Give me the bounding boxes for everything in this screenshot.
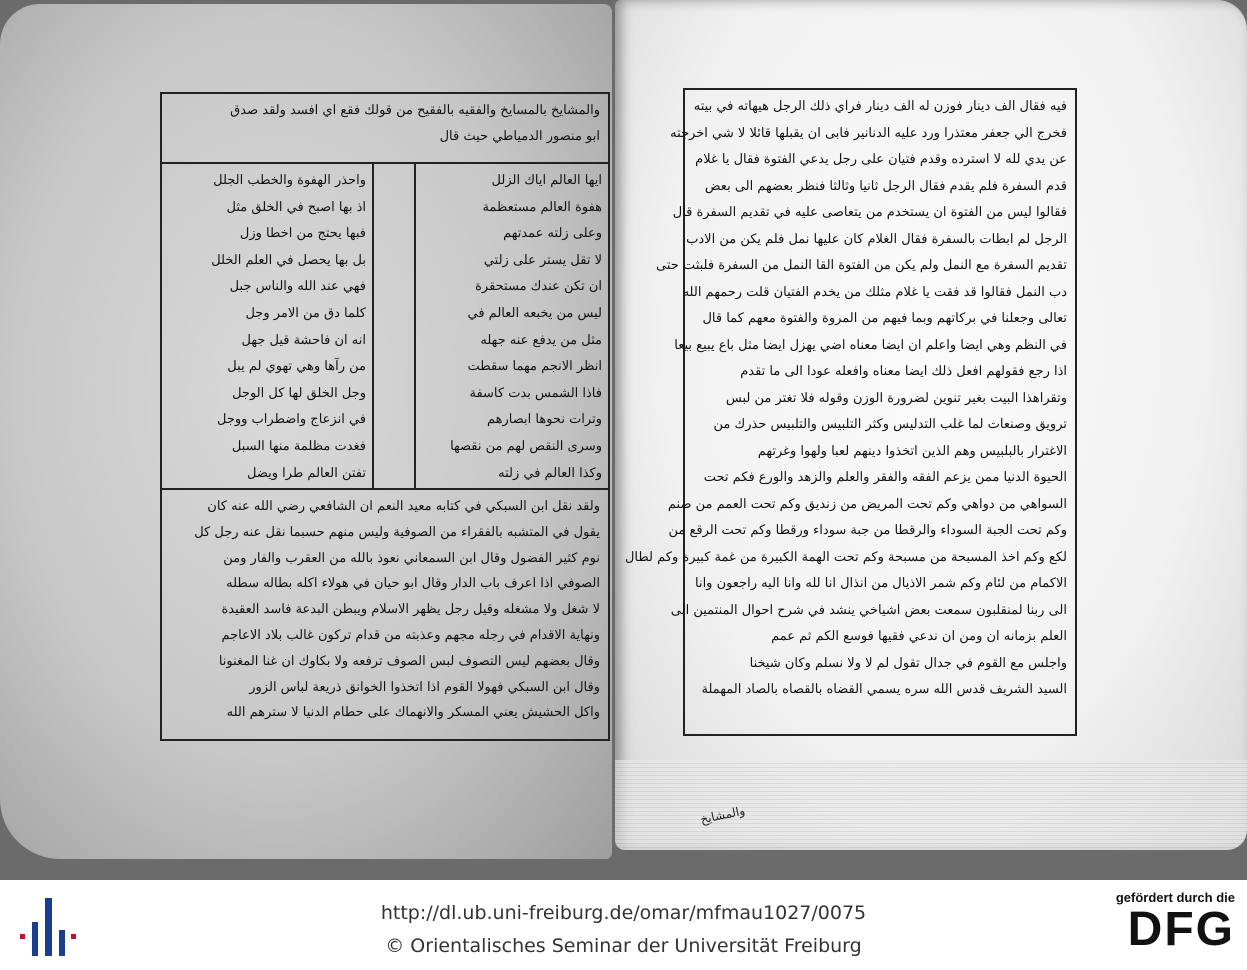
poem-left-column: واحذر الهفوة والخطب الجلل اذ بها اصبح في الخلق مثل فبها يحتج من اخطا وزل بل بها يحصل في العلم الخلل فهي عند الله والناس جبل كلما دق من الامر وجل انه ان فاحشة قيل جهل من رآها وهي تهوي لم يبل وجل الخلق لها كل الوجل في انزعاج واضطراب ووجل فغدت مظلمة منها السبل تفتن العالم طرا ويضل <box>211 173 366 481</box>
dfg-logo-text: DFG <box>1127 903 1235 956</box>
poem-table <box>162 164 608 490</box>
left-header-text: والمشايخ بالمسايخ والفقيه بالفقيح من قولك فقع اي افسد ولقد صدق ابو منصور الدمياطي حيث قال <box>162 94 608 164</box>
poem-right-column: ايها العالم اياك الزلل هفوة العالم مستعظمة وعلى زلته عمدتهم لا تقل يستر على زلتي ان تكن عندك مستحقرة ليس من يخبعه العالم في مثل من يدفع عنه جهله انظر الانجم مهما سقطت فاذا الشمس بدت كاسفة وترات نحوها ابصارهم وسرى النقص لهم من نقصها وكذا العالم في زلته <box>450 173 602 481</box>
left-prose-text: ولقد نقل ابن السبكي في كتابه معيد النعم ان الشافعي رضي الله عنه كان يقول في المتشبه بالفقراء من الصوفية وليس منهم حسبما نقل عنه رجل كل نوم كثير الفضول وقال ابن السمعاني نعوذ بالله من العقرب والفار ومن الصوفي اذا اعرف باب الدار وقال ابو حيان في هولاء اكله بطاله سطله لا شغل ولا مشغله وقيل رجل يظهر الاسلام ويبطن البدعة فاسد العقيدة ونهاية الاقدام في رجله مجهم وعذبته من قدام تركون غالب بلاد الاعاجم وقال بعضهم ليس التصوف لبس الصوف ترفعه ولا بكاوك ان غنا المغنونا وقال ابن السبكي فهولا القوم اذا اتخذوا الخوانق ذريعة لباس الزور واكل الحشيش يعني المسكر والانهماك على حطام الدنيا لا سترهم الله <box>194 499 600 721</box>
dfg-logo <box>1100 890 1235 960</box>
page-edges <box>615 760 1247 850</box>
funding-text: gefördert durch die <box>1115 890 1235 905</box>
right-text-block: فيه فقال الف دينار فوزن له الف دينار فراي ذلك الرجل هيهاته في بيته فخرج الي جعفر معتذرا ورد عليه الدنانير فابى ان يقبلها قائلا لا شي اخرجته عن يدي لله لا استرده وقدم فتيان على رجل يدعي الفتوة فقال يا غلام قدم السفرة فلم يقدم فقال الرجل ثانيا وثالثا فنظر بعضهم الى بعض فقالوا ليس من الفتوة ان يستخدم من يتعاصى عليه في تقديم السفرة قال الرجل لم ابطات بالسفرة فقال الغلام كان عليها نمل فلم يكن من الادب تقديم السفرة مع النمل ولم يكن من الفتوة القا النمل من السفرة فلبثت حتى دب النمل فقالوا قد فقت يا غلام مثلك من يخدم الفتيان قلت رحمهم الله تعالى وجعلنا في بركاتهم وبما فيهم من المروة والفتوة معهم كما قال في النظم وهي ايضا واعلم ان ايضا معناه اضي يهزل ايضا مثل باع يبيع بيعا اذا رجع فقولهم افعل ذلك ايضا معناه وافعله عودا الى ما تقدم وتقراهذا البيت بغير تنوين لضرورة الوزن وقوله فلا تغتر من لبس ترويق وصنعات لما غلب التدليس وكثر التلبيس والتلبيس حذرك من الاغترار بالبلبيس وهم الذين اتخذوا دينهم لعبا ولهوا وغرتهم الحيوة الدنيا ممن يزعم الفقه والفقر والعلم والزهد والورع فكم تحت السواهي من دواهي وكم تحت المريض من زنديق وكم تحت العمم من صنم وكم تحت الجبة السوداء والرقطا من جبة سوداء ورقطا وكم تحت الرقع من لكع وكم اخذ المسبحة من مسبحة وكم تحت الهمة الكبيرة من غمة كبيرة وكم لطال الاكمام من لئام وكم شمر الاذيال من انذال انا لله وانا اليه راجعون وانا الى ربنا لمنقلبون سمعت بعض اشياخي ينشد في شرح احوال المنتمين الى العلم بزمانه ان ومن ان ندعي فقيها فوسع الكم ثم عمم واجلس مع القوم في جدال تقول لم لا ولا نسلم وكان شيخنا السيد الشريف قدس الله سره يسمي القضاه بالقصاه بالصاد المهملة <box>683 88 1077 736</box>
catchword-text: والمشايخ <box>699 803 747 827</box>
document-url-link[interactable]: http://dl.ub.uni-freiburg.de/omar/mfmau1027/0075 <box>380 902 867 924</box>
copyright-text: © Orientalisches Seminar der Universität Freiburg <box>385 935 862 957</box>
footer <box>0 880 1247 970</box>
left-text-block <box>160 92 610 741</box>
